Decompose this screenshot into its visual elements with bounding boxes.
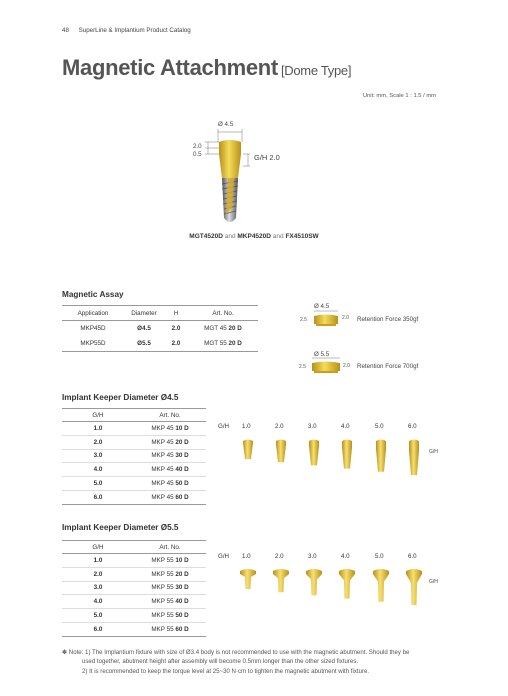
art-cell: MKP 45 60 D: [134, 490, 206, 504]
table-row: [62, 554, 206, 568]
gh-cell: 6.0: [62, 490, 134, 504]
page-title: [62, 55, 351, 81]
table-row: [62, 422, 206, 436]
table-row: MKP55D Ø5.5 2.0 MGT 55 20 D: [62, 336, 258, 352]
note-line-1: ✽ Note: 1) The Implantium fixture with size of Ø3.4 body is not recommended to use with the magnetic abutment. Should they be: [62, 649, 410, 656]
table-row: [62, 463, 206, 477]
title-main: Magnetic Attachment: [62, 55, 278, 80]
gh-cell: 2.0: [62, 567, 134, 581]
art-cell: MKP 55 60 D: [134, 622, 206, 636]
note-line-2: used together, abutment height after assembly will become 0.5mm longer than the other sized fixtures.: [82, 658, 359, 666]
gh-value-label: 2.0: [275, 423, 284, 430]
gh-cell: 1.0: [62, 422, 134, 436]
table-row: [62, 622, 206, 636]
keeper45-fig-label: G/H: [218, 423, 230, 430]
gh-value-label: 1.0: [242, 553, 251, 560]
keeper55-table: [62, 540, 206, 637]
assay-header-h: H: [164, 306, 188, 321]
gh-cell: 1.0: [62, 554, 134, 568]
hero-gh: G/H 2.0: [254, 153, 280, 162]
keeper45-table: [62, 408, 206, 505]
keeper45-header-gh: G/H: [62, 409, 134, 422]
magnet-55-diameter: Ø 5.5: [314, 351, 330, 358]
table-row: MKP45D Ø4.5 2.0 MGT 45 20 D: [80, 325, 242, 332]
table-row: [62, 609, 206, 623]
hero-caption: MGT4520D and MKP4520D and FX4510SW: [189, 233, 319, 240]
page-number: 48: [62, 27, 69, 34]
gh-cell: 4.0: [62, 595, 134, 609]
art-cell: MKP 55 10 D: [134, 554, 206, 568]
keeper-abutment-1: [236, 567, 260, 617]
table-row: [62, 595, 206, 609]
table-row: [62, 581, 206, 595]
keeper-abutment-4: [335, 567, 359, 617]
keeper-abutment-6: [402, 567, 426, 617]
art-cell: MKP 55 20 D: [134, 567, 206, 581]
keeper45-title: Implant Keeper Diameter Ø4.5: [62, 393, 179, 402]
keeper-abutment-2: [269, 567, 293, 617]
keeper-abutment-6: [402, 437, 426, 487]
page-header: [62, 27, 191, 34]
table-row: [62, 567, 206, 581]
keeper-abutment-3: [302, 567, 326, 617]
keeper-abutment-3: [302, 437, 326, 487]
keeper-abutment-2: [269, 437, 293, 487]
keeper-abutment-4: [335, 437, 359, 487]
art-cell: MKP 55 40 D: [134, 595, 206, 609]
gh-cell: 5.0: [62, 609, 134, 623]
hero-dim-bottom: 0.5: [193, 151, 202, 158]
magnet-45-force: Retention Force 350gf: [357, 316, 419, 323]
keeper-abutment-5: [369, 437, 393, 487]
gh-value-label: 3.0: [308, 423, 317, 430]
magnet-55-right-dim: 2.0: [343, 363, 350, 369]
art-cell: MKP 45 30 D: [134, 449, 206, 463]
gh-value-label: 4.0: [341, 423, 350, 430]
title-sub: [Dome Type]: [280, 63, 352, 78]
keeper-abutment-1: [236, 437, 260, 487]
table-row: [62, 449, 206, 463]
art-cell: MKP 45 20 D: [134, 435, 206, 449]
hero-diameter: Ø 4.5: [218, 121, 234, 128]
table-row: [62, 490, 206, 504]
gh-cell: 4.0: [62, 463, 134, 477]
art-cell: MKP 45 50 D: [134, 477, 206, 491]
gh-value-label: 3.0: [308, 553, 317, 560]
magnet-figure-55: [300, 355, 360, 377]
art-cell: MKP 45 40 D: [134, 463, 206, 477]
assay-title: Magnetic Assay: [62, 290, 124, 299]
gh-cell: 3.0: [62, 581, 134, 595]
keeper55-fig-label: G/H: [218, 553, 230, 560]
gh-cell: 5.0: [62, 477, 134, 491]
magnet-45-diameter: Ø 4.5: [314, 303, 330, 310]
gh-value-label: 2.0: [275, 553, 284, 560]
keeper55-header-art: Art. No.: [134, 541, 206, 554]
hero-dim-top: 2.0: [193, 143, 202, 150]
gh-value-label: 1.0: [242, 423, 251, 430]
notes: [62, 648, 452, 676]
gh-side-label: G/H: [429, 579, 438, 585]
gh-value-label: 4.0: [341, 553, 350, 560]
keeper55-header-gh: G/H: [62, 541, 134, 554]
assay-table: [62, 305, 258, 352]
table-row: [62, 435, 206, 449]
gh-value-label: 5.0: [375, 423, 384, 430]
note-line-3: 2) It is recommended to keep the torque level at 25~30 N·cm to tighten the magnetic abutment with fixture.: [82, 667, 370, 675]
assay-header-application: Application: [62, 306, 124, 321]
gh-side-label: G/H: [429, 449, 438, 455]
gh-cell: 3.0: [62, 449, 134, 463]
hero-implant-figure: [190, 118, 300, 230]
magnet-55-force: Retention Force 700gf: [357, 363, 419, 370]
gh-value-label: 6.0: [408, 423, 417, 430]
keeper-abutment-5: [369, 567, 393, 617]
catalog-name: SuperLine & Implantium Product Catalog: [78, 27, 191, 34]
magnet-45-left-dim: 2.5: [300, 317, 307, 323]
art-cell: MKP 45 10 D: [134, 422, 206, 436]
assay-header-art: Art. No.: [188, 306, 258, 321]
magnet-45-right-dim: 2.0: [342, 315, 349, 321]
unit-note: Unit: mm, Scale 1 : 1.5 / mm: [362, 93, 436, 99]
gh-cell: 6.0: [62, 622, 134, 636]
art-cell: MKP 55 30 D: [134, 581, 206, 595]
magnet-55-left-dim: 2.5: [299, 364, 306, 370]
gh-cell: 2.0: [62, 435, 134, 449]
art-cell: MKP 55 50 D: [134, 609, 206, 623]
magnet-figure-45: [300, 308, 360, 330]
table-row: [62, 477, 206, 491]
gh-value-label: 5.0: [375, 553, 384, 560]
keeper55-title: Implant Keeper Diameter Ø5.5: [62, 523, 179, 532]
assay-header-diameter: Diameter: [124, 306, 164, 321]
keeper45-header-art: Art. No.: [134, 409, 206, 422]
gh-value-label: 6.0: [408, 553, 417, 560]
